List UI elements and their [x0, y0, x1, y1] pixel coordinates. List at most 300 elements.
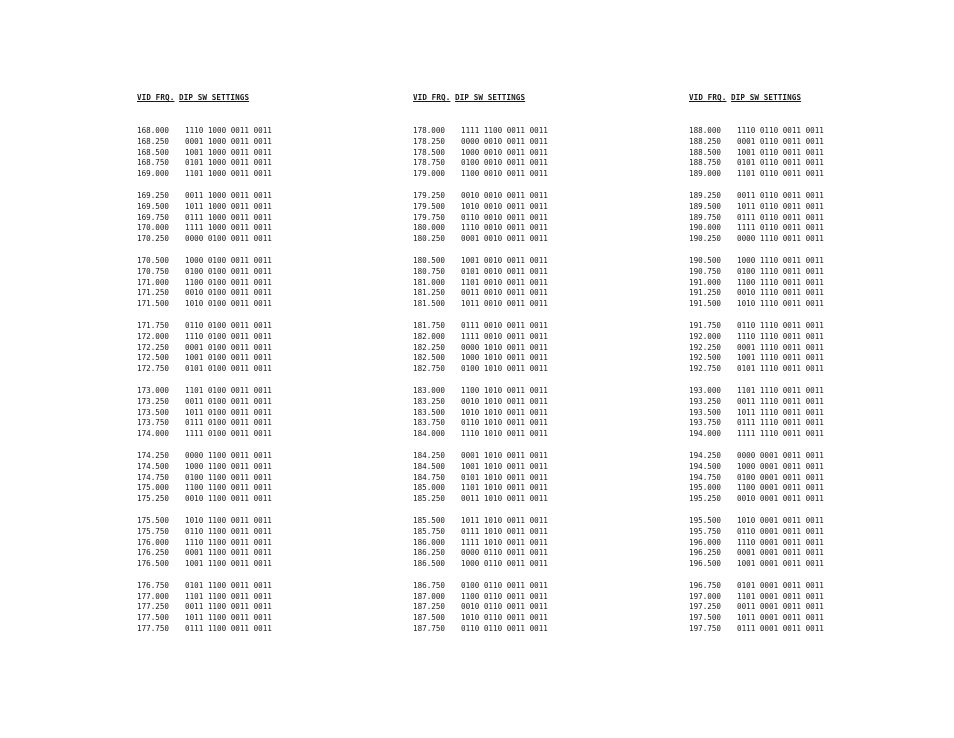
table-row [689, 256, 929, 267]
dip-switch-value: 1100 0001 0011 0011 [737, 483, 824, 493]
frequency-value: 172.500 [137, 353, 170, 363]
dip-switch-value: 1001 0010 0011 0011 [461, 255, 548, 265]
dip-switch-value: 1111 1010 0011 0011 [461, 537, 548, 547]
frequency-value: 179.750 [413, 212, 446, 222]
frequency-value: 170.750 [137, 266, 170, 276]
table-row [137, 473, 377, 484]
table-row [689, 581, 929, 592]
table-row [413, 548, 653, 559]
freq-header-label: VID FRQ. [137, 93, 175, 102]
table-row [413, 624, 653, 635]
row-group [413, 126, 653, 180]
dip-switch-value: 1100 0110 0011 0011 [461, 591, 548, 601]
table-row [413, 321, 653, 332]
frequency-value: 181.500 [413, 299, 446, 309]
dip-switch-value: 1110 1100 0011 0011 [185, 537, 272, 547]
frequency-value: 180.250 [413, 234, 446, 244]
table-row [137, 343, 377, 354]
frequency-value: 186.500 [413, 559, 446, 569]
table-row [689, 321, 929, 332]
table-row [137, 299, 377, 310]
frequency-value: 185.250 [413, 494, 446, 504]
dip-switch-value: 1011 0110 0011 0011 [737, 201, 824, 211]
frequency-value: 190.000 [689, 223, 722, 233]
dip-switch-value: 1000 0110 0011 0011 [461, 559, 548, 569]
dip-switch-value: 0010 0010 0011 0011 [461, 190, 548, 200]
frequency-value: 170.000 [137, 223, 170, 233]
dip-switch-value: 0101 0010 0011 0011 [461, 266, 548, 276]
dip-switch-value: 1011 1100 0011 0011 [185, 613, 272, 623]
frequency-value: 176.750 [137, 580, 170, 590]
dip-switch-value: 1100 0010 0011 0011 [461, 169, 548, 179]
frequency-value: 181.000 [413, 277, 446, 287]
table-row [413, 299, 653, 310]
frequency-value: 179.000 [413, 169, 446, 179]
frequency-value: 193.500 [689, 407, 722, 417]
frequency-value: 170.500 [137, 255, 170, 265]
table-row [137, 137, 377, 148]
frequency-value: 182.750 [413, 364, 446, 374]
dip-switch-value: 0001 1000 0011 0011 [185, 136, 272, 146]
dip-switch-value: 1110 0100 0011 0011 [185, 331, 272, 341]
frequency-value: 176.250 [137, 548, 170, 558]
dip-switch-value: 1010 0001 0011 0011 [737, 515, 824, 525]
frequency-value: 169.500 [137, 201, 170, 211]
dip-switch-value: 1110 1110 0011 0011 [737, 331, 824, 341]
table-row [413, 386, 653, 397]
table-row [413, 462, 653, 473]
frequency-value: 194.000 [689, 429, 722, 439]
frequency-column [413, 92, 653, 646]
frequency-value: 182.500 [413, 353, 446, 363]
frequency-value: 196.750 [689, 580, 722, 590]
frequency-value: 196.500 [689, 559, 722, 569]
dip-switch-value: 1000 0001 0011 0011 [737, 461, 824, 471]
table-row [689, 538, 929, 549]
table-row [137, 624, 377, 635]
table-row [689, 516, 929, 527]
frequency-value: 179.500 [413, 201, 446, 211]
frequency-value: 186.000 [413, 537, 446, 547]
dip-switch-value: 1111 1000 0011 0011 [185, 223, 272, 233]
table-row [413, 364, 653, 375]
dip-switch-value: 0001 0100 0011 0011 [185, 342, 272, 352]
table-row [137, 148, 377, 159]
table-row [137, 483, 377, 494]
frequency-value: 177.250 [137, 602, 170, 612]
table-row [689, 548, 929, 559]
table-row [689, 191, 929, 202]
dip-switch-value: 0011 1100 0011 0011 [185, 602, 272, 612]
table-row [689, 451, 929, 462]
table-row [413, 418, 653, 429]
dip-switch-header-label: DIP SW SETTINGS [455, 93, 526, 102]
frequency-value: 187.500 [413, 613, 446, 623]
row-group [689, 321, 929, 375]
dip-switch-value: 0000 1010 0011 0011 [461, 342, 548, 352]
frequency-value: 197.750 [689, 624, 722, 634]
frequency-value: 193.750 [689, 418, 722, 428]
table-row [137, 451, 377, 462]
table-row [689, 624, 929, 635]
table-row [689, 602, 929, 613]
table-row [137, 592, 377, 603]
frequency-value: 196.250 [689, 548, 722, 558]
table-row [413, 234, 653, 245]
dip-switch-value: 1101 1010 0011 0011 [461, 483, 548, 493]
dip-switch-value: 1000 0010 0011 0011 [461, 147, 548, 157]
row-group [413, 386, 653, 440]
table-row [413, 559, 653, 570]
table-row [137, 429, 377, 440]
dip-switch-value: 0100 1010 0011 0011 [461, 364, 548, 374]
frequency-value: 178.750 [413, 158, 446, 168]
frequency-value: 188.750 [689, 158, 722, 168]
frequency-value: 168.750 [137, 158, 170, 168]
table-row [137, 516, 377, 527]
row-groups [413, 126, 653, 635]
table-row [413, 191, 653, 202]
dip-switch-value: 0100 1100 0011 0011 [185, 472, 272, 482]
dip-switch-value: 0111 1000 0011 0011 [185, 212, 272, 222]
table-row [689, 169, 929, 180]
frequency-value: 184.750 [413, 472, 446, 482]
frequency-value: 180.000 [413, 223, 446, 233]
dip-switch-value: 0110 1110 0011 0011 [737, 320, 824, 330]
frequency-value: 184.250 [413, 450, 446, 460]
frequency-value: 172.250 [137, 342, 170, 352]
frequency-value: 182.000 [413, 331, 446, 341]
frequency-value: 197.000 [689, 591, 722, 601]
frequency-value: 183.500 [413, 407, 446, 417]
table-row [137, 418, 377, 429]
frequency-value: 178.500 [413, 147, 446, 157]
dip-switch-value: 0111 1110 0011 0011 [737, 418, 824, 428]
table-row [137, 397, 377, 408]
dip-switch-value: 1101 1000 0011 0011 [185, 169, 272, 179]
dip-switch-value: 0001 0001 0011 0011 [737, 548, 824, 558]
dip-switch-value: 0101 1110 0011 0011 [737, 364, 824, 374]
frequency-value: 194.250 [689, 450, 722, 460]
frequency-column [689, 92, 929, 646]
table-row [137, 462, 377, 473]
table-row [137, 602, 377, 613]
table-row [137, 494, 377, 505]
frequency-value: 171.250 [137, 288, 170, 298]
dip-switch-value: 1111 1110 0011 0011 [737, 429, 824, 439]
table-row [689, 462, 929, 473]
frequency-value: 195.750 [689, 526, 722, 536]
row-group [137, 516, 377, 570]
frequency-value: 174.750 [137, 472, 170, 482]
dip-switch-value: 0110 0001 0011 0011 [737, 526, 824, 536]
frequency-value: 179.250 [413, 190, 446, 200]
freq-header-label: VID FRQ. [689, 93, 727, 102]
column-header [413, 92, 653, 104]
frequency-value: 191.750 [689, 320, 722, 330]
dip-switch-value: 1001 1010 0011 0011 [461, 461, 548, 471]
frequency-value: 194.750 [689, 472, 722, 482]
table-row [413, 408, 653, 419]
dip-switch-value: 1001 0100 0011 0011 [185, 353, 272, 363]
frequency-value: 190.750 [689, 266, 722, 276]
dip-switch-value: 0010 1110 0011 0011 [737, 288, 824, 298]
table-row [137, 126, 377, 137]
frequency-value: 174.500 [137, 461, 170, 471]
table-row [413, 288, 653, 299]
frequency-value: 195.000 [689, 483, 722, 493]
table-row [137, 191, 377, 202]
dip-switch-value: 0110 1100 0011 0011 [185, 526, 272, 536]
dip-switch-value: 1011 0001 0011 0011 [737, 613, 824, 623]
table-row [689, 527, 929, 538]
dip-switch-value: 1011 1010 0011 0011 [461, 515, 548, 525]
frequency-value: 169.250 [137, 190, 170, 200]
frequency-value: 190.500 [689, 255, 722, 265]
table-row [137, 256, 377, 267]
table-row [413, 148, 653, 159]
frequency-value: 173.000 [137, 385, 170, 395]
dip-switch-value: 0001 1010 0011 0011 [461, 450, 548, 460]
frequency-value: 191.250 [689, 288, 722, 298]
dip-switch-value: 0000 1110 0011 0011 [737, 234, 824, 244]
table-row [689, 397, 929, 408]
dip-switch-value: 0100 1110 0011 0011 [737, 266, 824, 276]
dip-switch-value: 0010 0001 0011 0011 [737, 494, 824, 504]
table-row [689, 429, 929, 440]
dip-switch-value: 1101 0010 0011 0011 [461, 277, 548, 287]
dip-switch-header-label: DIP SW SETTINGS [731, 93, 802, 102]
dip-switch-value: 1010 0110 0011 0011 [461, 613, 548, 623]
frequency-value: 175.500 [137, 515, 170, 525]
row-group [689, 451, 929, 505]
dip-switch-header-label: DIP SW SETTINGS [179, 93, 250, 102]
table-row [689, 332, 929, 343]
frequency-value: 192.250 [689, 342, 722, 352]
table-row [413, 202, 653, 213]
dip-switch-value: 0101 1000 0011 0011 [185, 158, 272, 168]
row-group [689, 191, 929, 245]
frequency-value: 188.000 [689, 126, 722, 135]
row-group [413, 516, 653, 570]
dip-switch-value: 0000 0100 0011 0011 [185, 234, 272, 244]
column-header [137, 92, 377, 104]
row-group [413, 191, 653, 245]
dip-switch-value: 0001 1110 0011 0011 [737, 342, 824, 352]
frequency-value: 192.000 [689, 331, 722, 341]
row-group [689, 256, 929, 310]
table-row [413, 343, 653, 354]
frequency-value: 197.500 [689, 613, 722, 623]
frequency-value: 187.250 [413, 602, 446, 612]
dip-switch-value: 1100 1110 0011 0011 [737, 277, 824, 287]
frequency-value: 186.750 [413, 580, 446, 590]
dip-switch-value: 1000 1010 0011 0011 [461, 353, 548, 363]
dip-switch-value: 0011 1110 0011 0011 [737, 396, 824, 406]
dip-switch-value: 1001 1100 0011 0011 [185, 559, 272, 569]
dip-switch-value: 0000 0010 0011 0011 [461, 136, 548, 146]
table-row [413, 278, 653, 289]
dip-switch-value: 0101 1100 0011 0011 [185, 580, 272, 590]
frequency-value: 180.750 [413, 266, 446, 276]
dip-switch-value: 0101 0110 0011 0011 [737, 158, 824, 168]
dip-switch-value: 1010 0010 0011 0011 [461, 201, 548, 211]
table-row [413, 613, 653, 624]
frequency-value: 190.250 [689, 234, 722, 244]
dip-switch-value: 0011 1010 0011 0011 [461, 494, 548, 504]
frequency-value: 191.000 [689, 277, 722, 287]
dip-switch-value: 1101 1100 0011 0011 [185, 591, 272, 601]
dip-switch-value: 0110 0110 0011 0011 [461, 624, 548, 634]
frequency-value: 187.000 [413, 591, 446, 601]
table-row [137, 386, 377, 397]
dip-switch-value: 1000 0100 0011 0011 [185, 255, 272, 265]
table-row [689, 267, 929, 278]
table-row [137, 527, 377, 538]
frequency-value: 180.500 [413, 255, 446, 265]
frequency-value: 197.250 [689, 602, 722, 612]
dip-switch-value: 1110 1000 0011 0011 [185, 126, 272, 135]
dip-switch-value: 0000 0001 0011 0011 [737, 450, 824, 460]
dip-switch-value: 0001 1100 0011 0011 [185, 548, 272, 558]
table-row [689, 494, 929, 505]
frequency-value: 193.000 [689, 385, 722, 395]
dip-switch-value: 1010 0100 0011 0011 [185, 299, 272, 309]
dip-switch-value: 0010 1100 0011 0011 [185, 494, 272, 504]
dip-switch-value: 1001 0001 0011 0011 [737, 559, 824, 569]
table-row [137, 234, 377, 245]
dip-switch-value: 0110 1010 0011 0011 [461, 418, 548, 428]
table-row [689, 418, 929, 429]
frequency-value: 171.750 [137, 320, 170, 330]
table-row [689, 386, 929, 397]
table-row [137, 169, 377, 180]
frequency-value: 171.000 [137, 277, 170, 287]
table-row [689, 364, 929, 375]
table-row [137, 559, 377, 570]
dip-switch-value: 1101 0100 0011 0011 [185, 385, 272, 395]
table-row [413, 494, 653, 505]
dip-switch-value: 0111 0110 0011 0011 [737, 212, 824, 222]
frequency-value: 193.250 [689, 396, 722, 406]
dip-switch-value: 0011 0010 0011 0011 [461, 288, 548, 298]
frequency-value: 178.000 [413, 126, 446, 135]
table-row [413, 516, 653, 527]
frequency-value: 189.500 [689, 201, 722, 211]
dip-switch-value: 0110 0100 0011 0011 [185, 320, 272, 330]
dip-switch-value: 1110 0001 0011 0011 [737, 537, 824, 547]
table-row [689, 483, 929, 494]
frequency-value: 173.500 [137, 407, 170, 417]
dip-switch-value: 0111 1100 0011 0011 [185, 624, 272, 634]
frequency-value: 173.750 [137, 418, 170, 428]
table-row [137, 288, 377, 299]
table-row [137, 353, 377, 364]
table-row [137, 202, 377, 213]
frequency-value: 183.000 [413, 385, 446, 395]
frequency-value: 188.250 [689, 136, 722, 146]
frequency-value: 184.000 [413, 429, 446, 439]
row-group [137, 256, 377, 310]
table-row [413, 126, 653, 137]
frequency-value: 172.750 [137, 364, 170, 374]
table-row [413, 451, 653, 462]
dip-switch-value: 1101 0001 0011 0011 [737, 591, 824, 601]
table-row [413, 581, 653, 592]
frequency-value: 183.750 [413, 418, 446, 428]
table-row [413, 473, 653, 484]
dip-switch-value: 0010 1010 0011 0011 [461, 396, 548, 406]
table-row [413, 137, 653, 148]
table-row [413, 538, 653, 549]
row-groups [689, 126, 929, 635]
table-row [689, 473, 929, 484]
row-group [413, 581, 653, 635]
row-group [689, 126, 929, 180]
row-group [413, 451, 653, 505]
table-row [413, 527, 653, 538]
row-group [689, 386, 929, 440]
dip-switch-value: 0101 1010 0011 0011 [461, 472, 548, 482]
row-group [413, 321, 653, 375]
table-row [689, 559, 929, 570]
dip-switch-value: 0100 0100 0011 0011 [185, 266, 272, 276]
dip-switch-value: 1011 0010 0011 0011 [461, 299, 548, 309]
dip-switch-value: 1000 1110 0011 0011 [737, 255, 824, 265]
frequency-value: 173.250 [137, 396, 170, 406]
frequency-value: 186.250 [413, 548, 446, 558]
dip-switch-value: 1101 1110 0011 0011 [737, 385, 824, 395]
table-row [413, 267, 653, 278]
frequency-value: 181.750 [413, 320, 446, 330]
dip-switch-value: 1111 0010 0011 0011 [461, 331, 548, 341]
frequency-value: 169.000 [137, 169, 170, 179]
table-row [689, 223, 929, 234]
table-row [137, 548, 377, 559]
dip-switch-value: 1110 1010 0011 0011 [461, 429, 548, 439]
row-groups [137, 126, 377, 635]
table-row [137, 158, 377, 169]
frequency-value: 191.500 [689, 299, 722, 309]
table-row [137, 408, 377, 419]
dip-switch-value: 1000 1100 0011 0011 [185, 461, 272, 471]
frequency-value: 195.250 [689, 494, 722, 504]
dip-switch-value: 0010 0110 0011 0011 [461, 602, 548, 612]
dip-switch-value: 0101 0100 0011 0011 [185, 364, 272, 374]
table-row [689, 278, 929, 289]
table-row [689, 126, 929, 137]
row-group [137, 126, 377, 180]
dip-switch-value: 1011 1000 0011 0011 [185, 201, 272, 211]
frequency-value: 185.000 [413, 483, 446, 493]
dip-switch-value: 0011 0110 0011 0011 [737, 190, 824, 200]
table-row [413, 169, 653, 180]
frequency-value: 192.500 [689, 353, 722, 363]
table-row [137, 213, 377, 224]
frequency-value: 170.250 [137, 234, 170, 244]
frequency-value: 184.500 [413, 461, 446, 471]
dip-switch-value: 0100 0010 0011 0011 [461, 158, 548, 168]
frequency-value: 178.250 [413, 136, 446, 146]
frequency-value: 175.750 [137, 526, 170, 536]
dip-switch-value: 0101 0001 0011 0011 [737, 580, 824, 590]
table-row [689, 288, 929, 299]
dip-switch-value: 1010 1010 0011 0011 [461, 407, 548, 417]
row-group [137, 191, 377, 245]
dip-switch-value: 0011 1000 0011 0011 [185, 190, 272, 200]
dip-switch-value: 1010 1110 0011 0011 [737, 299, 824, 309]
dip-switch-value: 1010 1100 0011 0011 [185, 515, 272, 525]
